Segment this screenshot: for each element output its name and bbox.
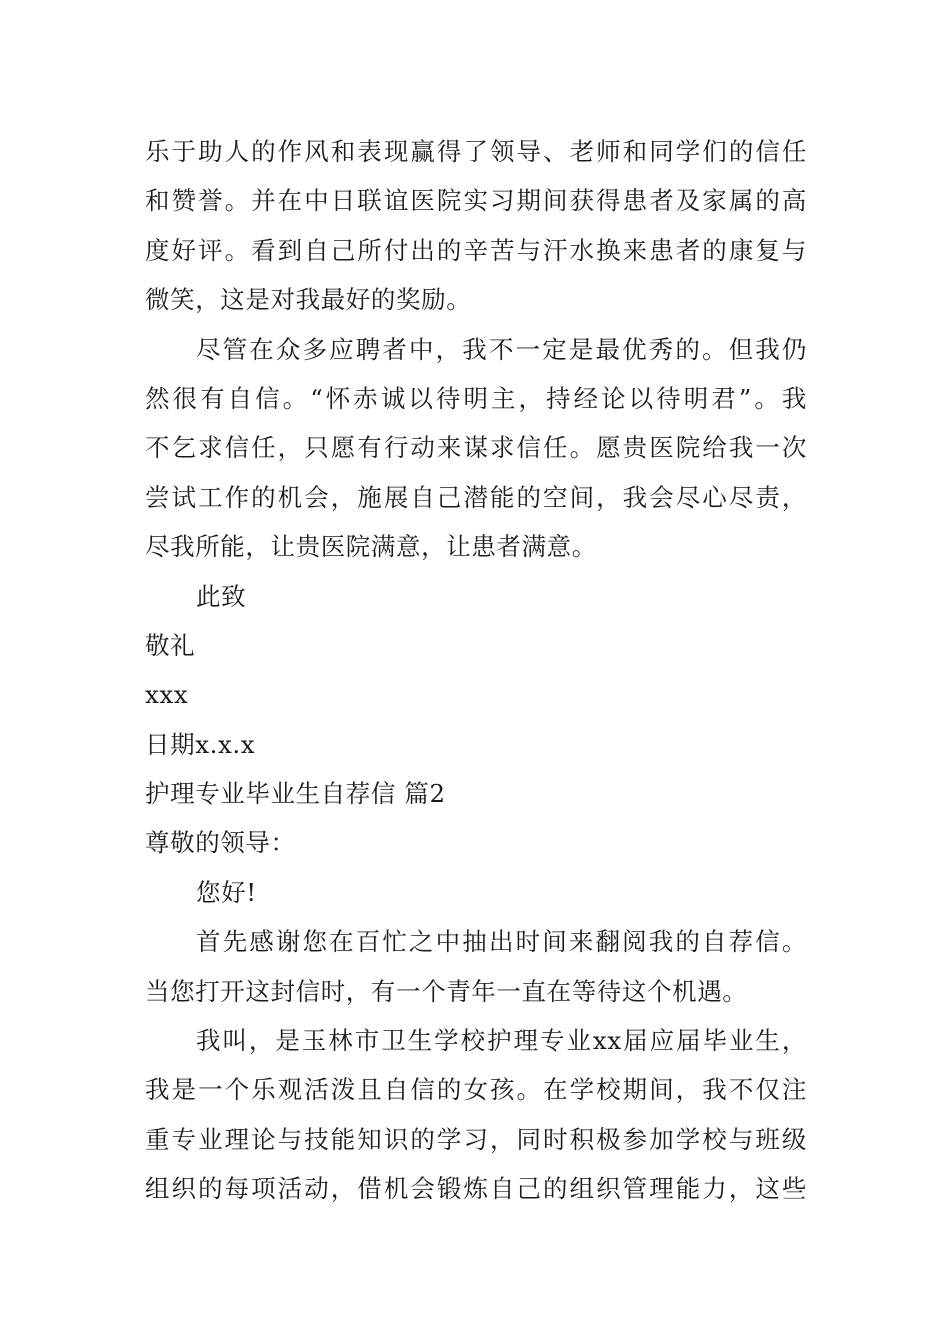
text-line: 不乞求信任，只愿有行动来谋求信任。愿贵医院给我一次 [145,433,807,463]
paragraph-start-line: 我叫，是玉林市卫生学校护理专业xx届应届毕业生， [196,1026,807,1056]
text-line: 当您打开这封信时，有一个青年一直在等待这个机遇。 [145,976,748,1006]
text-line: 乐于助人的作风和表现赢得了领导、老师和同学们的信任 [145,137,807,166]
section-title: 护理专业毕业生自荐信 篇2 [145,779,446,809]
text-line: 和赞誉。并在中日联谊医院实习期间获得患者及家属的高 [145,186,807,216]
letter-salutation: 尊敬的领导： [145,828,296,858]
letter-greeting: 您好! [196,877,257,907]
document-body [145,127,807,1214]
signature-name: xxx [145,680,189,710]
paragraph-start-line: 首先感谢您在百忙之中抽出时间来翻阅我的自荐信。 [196,927,807,957]
closing-salutation: 此致 [196,581,247,611]
paragraph-start-line: 尽管在众多应聘者中，我不一定是最优秀的。但我仍 [196,334,807,364]
text-line: 度好评。看到自己所付出的辛苦与汗水换来患者的康复与 [145,235,807,265]
text-line: 然很有自信。“怀赤诚以待明主，持经论以待明君”。我 [145,383,807,413]
text-line: 微笑，这是对我最好的奖励。 [145,285,472,315]
signature-date: 日期x.x.x [145,729,256,759]
text-line: 重专业理论与技能知识的学习，同时积极参加学校与班级 [145,1124,807,1154]
text-line: 尽我所能，让贵医院满意，让患者满意。 [145,532,597,562]
closing-regards: 敬礼 [145,630,196,660]
text-line: 尝试工作的机会，施展自己潜能的空间，我会尽心尽责， [145,482,807,512]
text-line: 我是一个乐观活泼且自信的女孩。在学校期间，我不仅注 [145,1075,807,1105]
text-line: 组织的每项活动，借机会锻炼自己的组织管理能力，这些 [145,1174,807,1204]
